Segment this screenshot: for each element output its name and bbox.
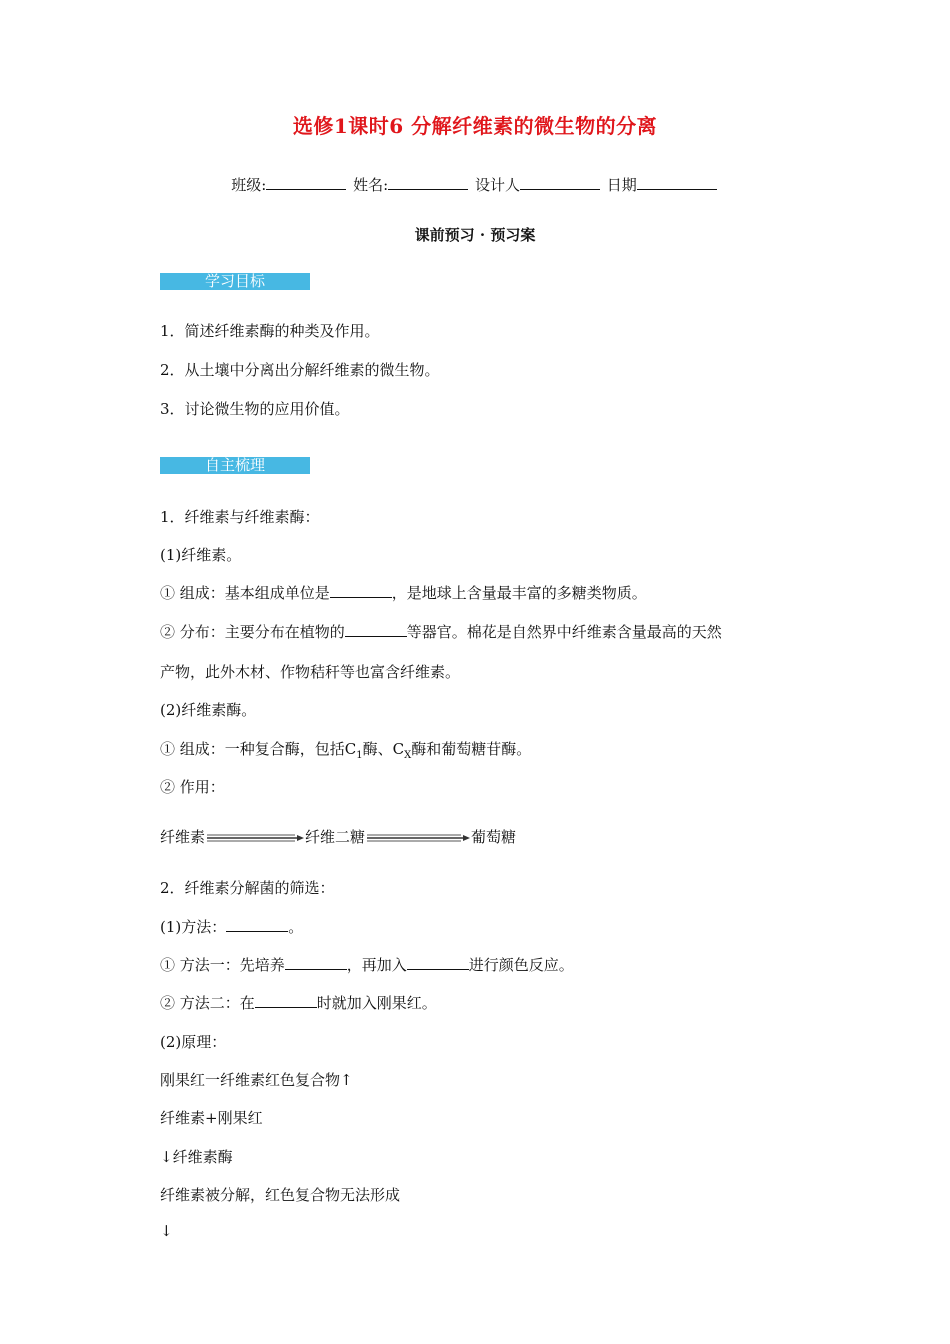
method-heading bbox=[160, 916, 303, 937]
section-heading: 课前预习 · 预习案 bbox=[414, 226, 536, 244]
answer-blank[interactable] bbox=[285, 957, 347, 970]
name-blank[interactable] bbox=[388, 175, 468, 190]
text: ② 分布：主要分布在植物的 bbox=[160, 623, 345, 641]
date-blank[interactable] bbox=[637, 175, 717, 190]
cellulose-distribution-cont: 产物，此外木材、作物秸秆等也富含纤维素。 bbox=[160, 663, 461, 681]
cellulose-distribution bbox=[160, 621, 722, 642]
answer-blank[interactable] bbox=[345, 624, 407, 637]
enzyme-composition bbox=[160, 738, 531, 761]
designer-blank[interactable] bbox=[520, 175, 600, 190]
cellulose-heading: (1)纤维素。 bbox=[160, 546, 242, 564]
arrow-icon bbox=[365, 832, 471, 844]
answer-blank[interactable] bbox=[226, 919, 288, 932]
flow-cellobiose: 纤维二糖 bbox=[305, 828, 366, 846]
text: (1)方法： bbox=[160, 918, 227, 936]
cellulose-composition bbox=[160, 582, 647, 603]
class-label: 班级: bbox=[231, 176, 267, 194]
text: 等器官。棉花是自然界中纤维素含量最高的天然 bbox=[406, 623, 722, 641]
text: 时就加入刚果红。 bbox=[316, 994, 437, 1012]
flow-glucose: 葡萄糖 bbox=[471, 828, 517, 846]
text: ，是地球上含量最丰富的多糖类物质。 bbox=[391, 584, 647, 602]
goal-item: 3．讨论微生物的应用价值。 bbox=[160, 400, 350, 418]
principle-line: 刚果红一纤维素红色复合物↑ bbox=[160, 1071, 353, 1089]
subscript: 1 bbox=[356, 750, 363, 761]
method-one bbox=[160, 954, 574, 975]
date-label: 日期 bbox=[606, 176, 637, 194]
answer-blank[interactable] bbox=[255, 995, 317, 1008]
principle-line: 纤维素被分解，红色复合物无法形成 bbox=[160, 1186, 401, 1204]
method-two bbox=[160, 992, 437, 1013]
answer-blank[interactable] bbox=[330, 585, 392, 598]
review-heading-1: 1．纤维素与纤维素酶： bbox=[160, 508, 320, 526]
answer-blank[interactable] bbox=[407, 957, 469, 970]
review-tag: 自主梳理 bbox=[160, 457, 310, 474]
text: ① 组成：一种复合酶，包括C bbox=[160, 740, 357, 758]
flow-cellulose: 纤维素 bbox=[160, 828, 206, 846]
principle-line: ↓ bbox=[160, 1222, 173, 1240]
goals-tag: 学习目标 bbox=[160, 273, 310, 290]
principle-heading: (2)原理： bbox=[160, 1033, 227, 1051]
info-line bbox=[0, 174, 950, 195]
text: ① 组成：基本组成单位是 bbox=[160, 584, 330, 602]
principle-line: ↓纤维素酶 bbox=[160, 1148, 233, 1166]
text: 。 bbox=[288, 918, 304, 936]
reaction-flow bbox=[160, 826, 516, 847]
designer-label: 设计人 bbox=[474, 176, 520, 194]
text: 进行颜色反应。 bbox=[468, 956, 574, 974]
principle-line: 纤维素+刚果红 bbox=[160, 1109, 263, 1127]
text: ① 方法一：先培养 bbox=[160, 956, 285, 974]
enzyme-heading: (2)纤维素酶。 bbox=[160, 701, 257, 719]
text: 酶和葡萄糖苷酶。 bbox=[411, 740, 532, 758]
name-label: 姓名: bbox=[353, 176, 389, 194]
goal-item: 1．简述纤维素酶的种类及作用。 bbox=[160, 322, 380, 340]
text: ② 方法二：在 bbox=[160, 994, 255, 1012]
arrow-icon bbox=[205, 832, 305, 844]
enzyme-function: ② 作用： bbox=[160, 778, 225, 796]
class-blank[interactable] bbox=[266, 175, 346, 190]
review-heading-2: 2．纤维素分解菌的筛选： bbox=[160, 879, 335, 897]
text: 酶、C bbox=[362, 740, 405, 758]
page-title: 选修1课时6 分解纤维素的微生物的分离 bbox=[292, 114, 658, 138]
subscript: X bbox=[404, 750, 412, 761]
goal-item: 2．从土壤中分离出分解纤维素的微生物。 bbox=[160, 361, 440, 379]
text: ，再加入 bbox=[346, 956, 407, 974]
